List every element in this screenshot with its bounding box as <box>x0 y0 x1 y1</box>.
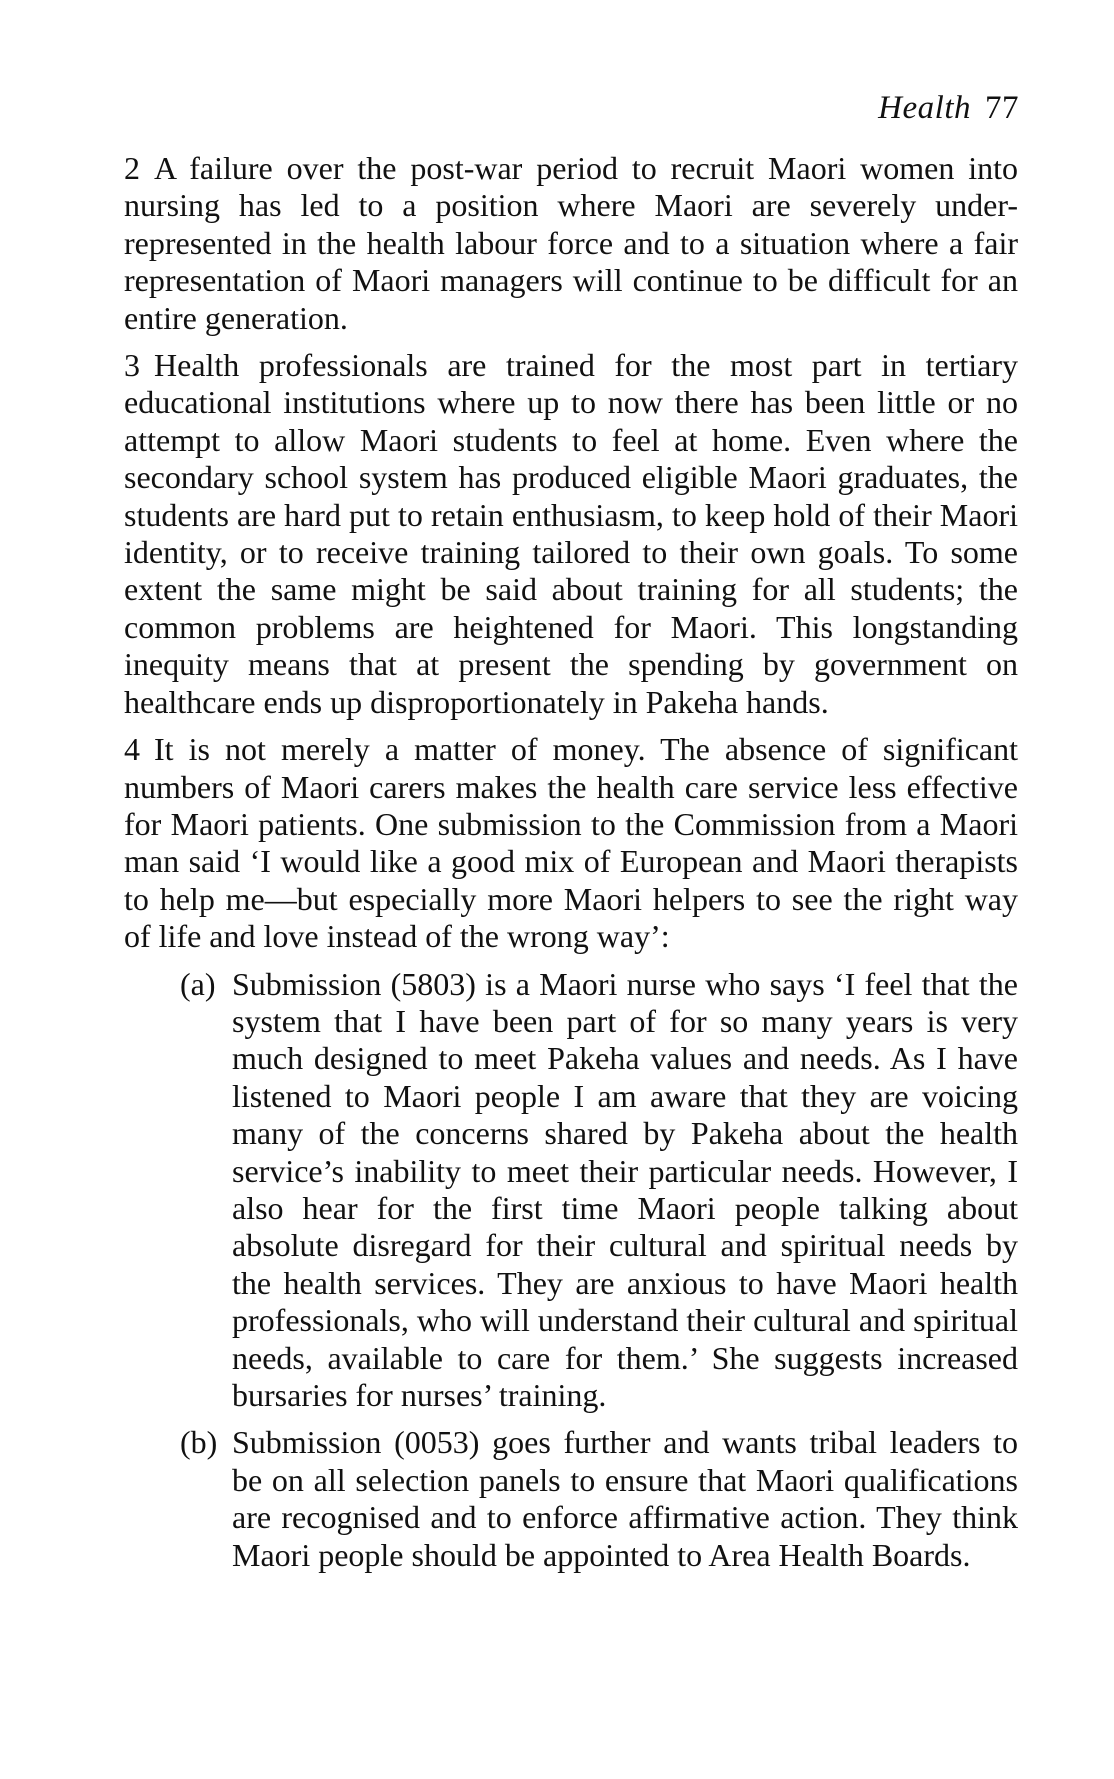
paragraph-text: It is not merely a matter of money. The absence of significant numbers of Maori carers makes the health care service less effective for Maori patients. One submission to the Commission from a Maori man said ‘I would like a good mix of European and Maori therapists to help me—but especially more Maori helpers to see the right way of life and love instead of the wrong way’: <box>124 731 1018 955</box>
paragraph-number: 2 <box>124 150 140 186</box>
paragraph-number: 3 <box>124 347 140 384</box>
page-number: 77 <box>985 90 1019 126</box>
subitem-b <box>180 1424 1018 1574</box>
subitem-label: (b) <box>180 1424 218 1461</box>
paragraph-text: Health professionals are trained for the most part in tertiary educational institutions where up to now there has been little or no attempt to allow Maori students to feel at home. Even where the secondary school system has produced eligible Maori graduates, the students are hard put to retain enthusiasm, to keep hold of their Maori identity, or to receive training tailored to their own goals. To some extent the same might be said about training for all students; the common problems are heightened for Maori. This longstanding inequity means that at present the spending by government on healthcare ends up disproportionately in Pakeha hands. <box>124 347 1018 720</box>
paragraph-text: A failure over the post-war period to recruit Maori women into nursing has led to a position where Maori are severely under-represented in the health labour force and to a situation where a fair representation of Maori managers will continue to be difficult for an entire generation. <box>124 150 1018 336</box>
paragraph-number: 4 <box>124 731 140 768</box>
paragraph-3 <box>124 347 1018 721</box>
subitem-text: Submission (5803) is a Maori nurse who says ‘I feel that the system that I have been part of for so many years is very much designed to meet Pakeha values and needs. As I have listened to Maori people I am aware that they are voicing many of the concerns shared by Pakeha about the health service’s inability to meet their particular needs. However, I also hear for the first time Maori people talking about absolute disregard for their cultural and spiritual needs by the health services. They are anxious to have Maori health professionals, who will understand their cultural and spiritual needs, available to care for them.’ She suggests increased bursaries for nurses’ training. <box>232 965 1018 1413</box>
paragraph-4 <box>124 731 1018 955</box>
subitem-text: Submission (0053) goes further and wants tribal leaders to be on all selection panels to ensure that Maori qualifications are recognised and to enforce affirmative action. They think Maori people should be appointed to Area Health Boards. <box>232 1424 1018 1573</box>
subitem-a <box>180 965 1018 1415</box>
running-head <box>878 90 1019 127</box>
body-text <box>124 150 1018 1584</box>
running-head-section: Health <box>878 90 971 126</box>
subitem-label: (a) <box>180 965 216 1002</box>
paragraph-2 <box>124 150 1018 337</box>
